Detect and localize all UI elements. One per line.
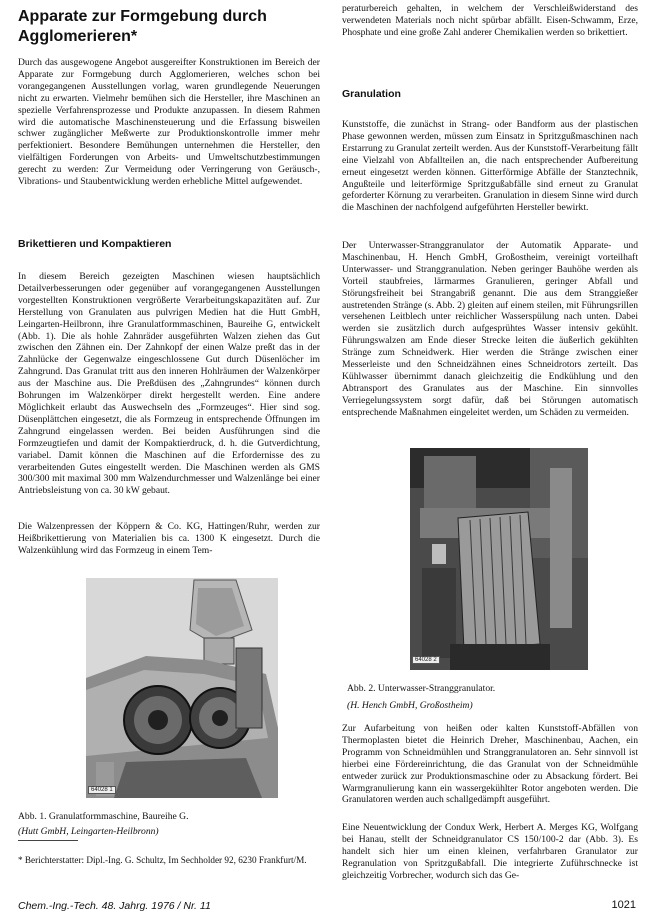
footnote: * Berichterstatter: Dipl.-Ing. G. Schultz, Im Sechholder 92, 6230 Frankfurt/M. (18, 855, 307, 865)
article-title: Apparate zur Formgebung durch Agglomerieren* (18, 8, 267, 45)
section-heading-brikettieren: Brikettieren und Kompaktieren (18, 238, 172, 250)
figure-1-caption-line1: Abb. 1. Granulatformmaschine, Baureihe G. (18, 811, 189, 822)
brikettieren-paragraph-1: In diesem Bereich gezeigten Maschinen wiesen hauptsächlich Detailverbesserungen oder gegenüber auf vorangegangenen Ausstellungen vorgestellten Konstruktionen vergrößerte Verarbeitungskapazitäten auf. Zur Herstellung von Granulaten aus pulvrigen Medien hat die Hutt GmbH, Leingarten-Heilbronn, ihre Granulatformmaschinen, Baureihe G, entwickelt (Abb. 1). Die als hohle Zahnräder ausgeführten Walzen ziehen das Gut zwischen den Zähnen ein. Der Zahnkopf der einen Walze preßt das in der Zahnlücke der Gegenwalze eingeschlossene Gut durch Düsenlöcher im Zahngrund. Das Granulat tritt aus den inneren Hohlräumen der Walzenkörper aus der Maschine aus. Die Preßdüsen des „Zahngrundes“ können durch Bohrungen im Walzenkörper direkt hergestellt werden. Eine andere Möglichkeit erlaubt das Auswechseln des „Formzeuges“. Hier sind sog. Düsenplättchen eingesetzt, die als Formzeug in entsprechende Öffnungen im Zahngrund eingelassen werden. Bei beiden Ausführungen sind die Formzeugtiefen und damit der Kompaktierdruck, d. h. die Gutverdichtung, variabel. Damit können die Maschinen auf die Erfordernisse des zu verarbeitenden Gutes eingestellt werden. Die Maschinen werden als GMS 300/300 mit maximal 300 mm Walzendurchmesser und Walzenlänge bei einer Antriebsleistung von ca. 30 kW gebaut. (18, 271, 320, 497)
granulation-paragraph-1: Kunststoffe, die zunächst in Strang- oder Bandform aus der plastischen Phase gewonnen werden, müssen zum Einsatz in Spritzgußmaschinen nach Erstarrung zu Granulat zerteilt werden. Aus der Kunststoff-Verarbeitung fällt eine Vielzahl von Abfallteilen an, die nach entsprechender Aufbereitung erneut eingesetzt werden können. Gitterförmige Abfälle der Stanztechnik, Angußteile und leiterförmige Spritzgußabfälle sind erneut zu Granulat geforderter Körnung zu verarbeiten. Granulation in diesem Sinne wird durch die Maschinen der nachfolgend aufgeführten Hersteller bewirkt. (342, 119, 638, 214)
figure-2-caption-line1: Abb. 2. Unterwasser-Stranggranulator. (347, 683, 496, 694)
granulator-machine-illustration (86, 578, 278, 798)
footnote-divider (18, 840, 78, 841)
figure-2-caption-line2: (H. Hench GmbH, Großostheim) (347, 700, 473, 711)
figure-1-label: 64028 1 (88, 786, 116, 794)
brikettieren-paragraph-2: Die Walzenpressen der Köppern & Co. KG, Hattingen/Ruhr, werden zur Heißbrikettierung von Materialien bis ca. 1300 K eingesetzt. Durch die Walzenkühlung wird das Formzeug in einem Tem- (18, 521, 320, 556)
granulation-paragraph-2: Der Unterwasser-Stranggranulator der Automatik Apparate- und Maschinenbau, H. Hench GmbH, Großostheim, vereinigt vorteilhaft Unterwasser- und Stranggranulation. Neben geringer Bauhöhe werden als Vorteil staubfreies, lärmarmes Granulieren, geringer Abfall und Störungsfreiheit bei Strangabriß genannt. Die aus dem Stranggießer austretenden Stränge (s. Abb. 2) gleiten auf einem steilen, mit Führungsrillen versehenen Leitblech unter reichlicher Wasserspülung nach unten. Dabei werden sie zusätzlich durch aufgesprühtes Wasser intensiv gekühlt. Führungswalzen am Ende dieser Strecke leiten die äußerlich gekühlten Stränge zum Schneidwerk. Hier werden die Stränge zwischen einer Messerleiste und den Schneidzähnen eines Schneidrotors zerteilt. Das Kühlwasser übernimmt danach gleichzeitig die Endkühlung und den Abtransport des Granulates aus der Maschine. Ein sinnvolles Verriegelungssystem sorgt dafür, daß bei Störungen automatisch entsprechende Maßnahmen eingeleitet werden, um Schäden zu vermeiden. (342, 240, 639, 418)
figure-1-caption-line2: (Hutt GmbH, Leingarten-Heilbronn) (18, 826, 159, 837)
figure-1-photo (86, 578, 278, 798)
figure-2-label: 64028 2 (412, 656, 440, 664)
section-heading-granulation: Granulation (342, 88, 401, 100)
strand-granulator-illustration (410, 448, 588, 670)
page-number: 1021 (611, 899, 636, 911)
figure-2-photo (410, 448, 588, 670)
journal-citation: Chem.-Ing.-Tech. 48. Jahrg. 1976 / Nr. 11 (18, 900, 211, 912)
granulation-paragraph-3: Zur Aufarbeitung von heißen oder kalten Kunststoff-Abfällen von Thermoplasten bietet die Heinrich Dreher, Maschinenbau, Aachen, ein Programm von Schneidmühlen und Stranggranulatoren an. Sehr sinnvoll ist hierbei eine Fördereinrichtung, die das Granulat von der Schneidmühle entweder zurück zur Produktionsmaschine oder zu Absackung fördert. Bei Warmgranulierung kann ein wassergekühlter Rotor angeboten werden. Die Granulatoren werden auch schallgedämpft ausgeführt. (342, 723, 638, 806)
brikettieren-paragraph-continued: peraturbereich gehalten, in welchem der Verschleißwiderstand des verwendeten Materials noch nicht spürbar abfällt. Eisen-Schwamm, Erze, Phosphate und eine große Zahl anderer Chemikalien werden so brikettiert. (342, 3, 638, 38)
intro-paragraph: Durch das ausgewogene Angebot ausgereifter Konstruktionen im Bereich der Apparate zur Formgebung durch Agglomerieren, welches schon bei vorangegangenen Ausstellungen vorlag, waren grundlegende Neuerungen nicht zu erwarten. Vielmehr bemühen sich die Hersteller, ihre Maschinen an spezielle Verfahrensprozesse und Produkte anzupassen. In diesem Rahmen wird die automatische Maschinensteuerung und die Erfassung bisweilen schwer zugänglicher Meßwerte zur Produktionskontrolle immer mehr perfektioniert. Besondere Bemühungen unternehmen die Hersteller, den vielfältigen Forderungen von Arbeits- und Umweltschutzbestimmungen gerecht zu werden: Zur Vermeidung oder Verringerung von Geräusch-, Vibrations- und Staubentwicklung werden erhebliche Mittel aufgewendet. (18, 57, 320, 188)
granulation-paragraph-4: Eine Neuentwicklung der Condux Werk, Herbert A. Merges KG, Wolfgang bei Hanau, stellt der Schneidgranulator CS 150/100-2 dar (Abb. 3). Es handelt sich hier um einen kleinen, verfahrbaren Granulator zur Regranulation von Spritzgußabfall. Die integrierte Zuführschnecke ist gleichzeitig Vorbrecher, wodurch sich das Ge- (342, 822, 638, 881)
